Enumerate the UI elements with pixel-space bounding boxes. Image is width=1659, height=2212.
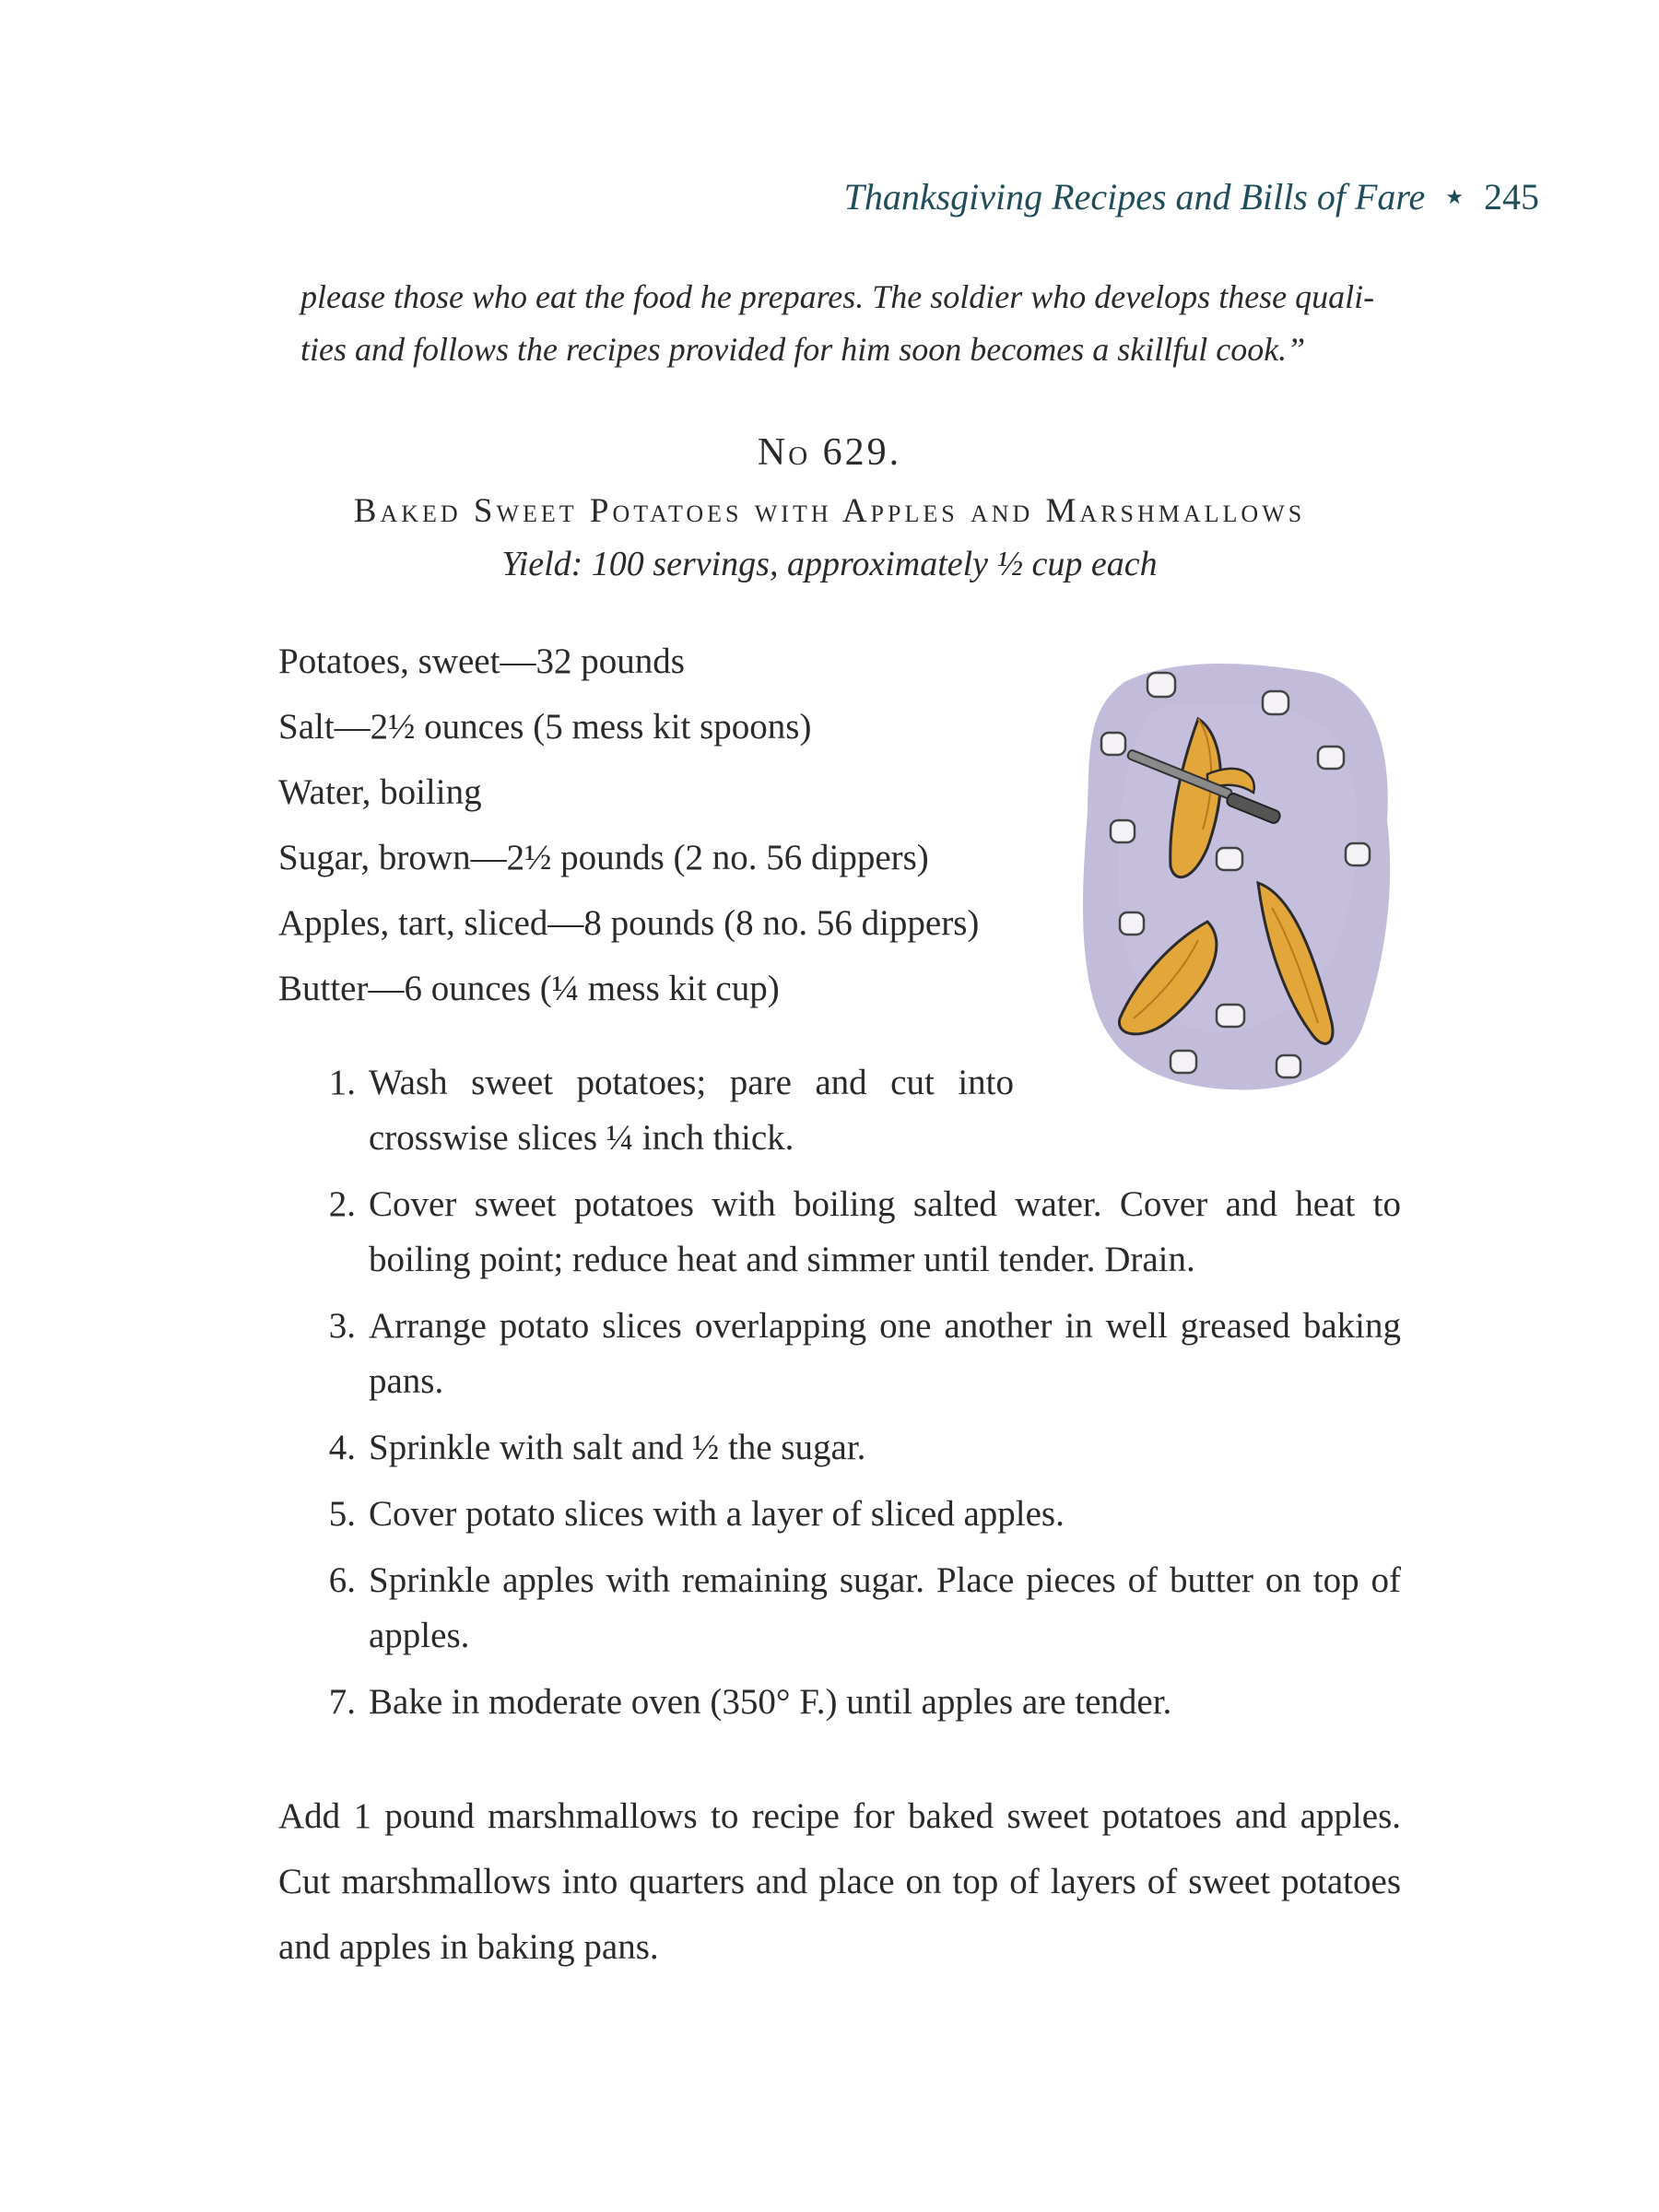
quote-line: ties and follows the recipes provided for him soon becomes a skillful cook.” [300, 331, 1306, 368]
ingredient-item: Potatoes, sweet—32 pounds [278, 641, 685, 681]
step-item [304, 1553, 1401, 1664]
step-number: 2. [328, 1184, 356, 1224]
step-text: Wash sweet potatoes; pare and cut into crosswise slices ¼ inch thick. [369, 1063, 1014, 1158]
step-number: 7. [328, 1682, 356, 1722]
recipe-title: Baked Sweet Potatoes with Apples and Marshmallows [353, 492, 1306, 530]
step-number: 5. [328, 1494, 356, 1534]
quote-block [300, 271, 1406, 376]
star-icon: ★ [1445, 184, 1464, 208]
step-number: 1. [328, 1063, 356, 1102]
marshmallow-icon [1217, 1005, 1244, 1027]
marshmallow-icon [1217, 848, 1242, 870]
marshmallow-icon [1346, 843, 1370, 865]
ingredient-item: Sugar, brown—2½ pounds (2 no. 56 dippers) [278, 838, 929, 877]
ingredient-item: Butter—6 ounces (¼ mess kit cup) [278, 969, 780, 1008]
variation-note: Add 1 pound marshmallows to recipe for baked sweet potatoes and apples. Cut marshmallows into quarters and place on top of layers of sweet potatoes and apples in baking pans. [278, 1796, 1401, 1967]
ingredient-item: Apples, tart, sliced—8 pounds (8 no. 56 dippers) [278, 903, 980, 943]
step-item [304, 1055, 1401, 1166]
page-number: 245 [1484, 176, 1539, 218]
step-item [304, 1420, 1401, 1476]
step-text: Sprinkle with salt and ½ the sugar. [369, 1428, 866, 1467]
marshmallow-icon [1147, 673, 1175, 697]
marshmallow-icon [1120, 912, 1144, 935]
step-list [304, 1055, 1401, 1741]
running-head [844, 175, 1539, 218]
step-item [304, 1299, 1401, 1409]
step-number: 3. [328, 1306, 356, 1346]
illustration-svg [1069, 645, 1401, 1106]
marshmallow-icon [1101, 733, 1125, 755]
marshmallow-icon [1263, 691, 1288, 714]
step-text: Bake in moderate oven (350° F.) until apples are tender. [369, 1682, 1172, 1722]
step-text: Cover potato slices with a layer of sliced apples. [369, 1494, 1065, 1534]
step-number: 6. [328, 1560, 356, 1600]
step-text: Arrange potato slices overlapping one another in well greased baking pans. [369, 1306, 1401, 1401]
step-item [304, 1487, 1401, 1542]
step-text: Sprinkle apples with remaining sugar. Place pieces of butter on top of apples. [369, 1560, 1401, 1655]
step-item [304, 1675, 1401, 1730]
quote-line: please those who eat the food he prepares. The soldier who develops these quali- [300, 278, 1375, 315]
recipe-yield: Yield: 100 servings, approximately ½ cup each [501, 545, 1158, 583]
step-number: 4. [328, 1428, 356, 1467]
marshmallow-icon [1111, 820, 1135, 842]
ingredient-item: Water, boiling [278, 772, 482, 812]
step-item [304, 1177, 1401, 1288]
marshmallow-icon [1318, 747, 1344, 769]
recipe-number: No 629. [757, 431, 902, 474]
ingredient-item: Salt—2½ ounces (5 mess kit spoons) [278, 707, 812, 747]
step-text: Cover sweet potatoes with boiling salted water. Cover and heat to boiling point; reduce heat and simmer until tender. Drain. [369, 1184, 1401, 1279]
ingredient-list [278, 629, 1071, 1021]
running-title: Thanksgiving Recipes and Bills of Fare [843, 176, 1426, 218]
watercolor-illustration [1069, 645, 1401, 1106]
